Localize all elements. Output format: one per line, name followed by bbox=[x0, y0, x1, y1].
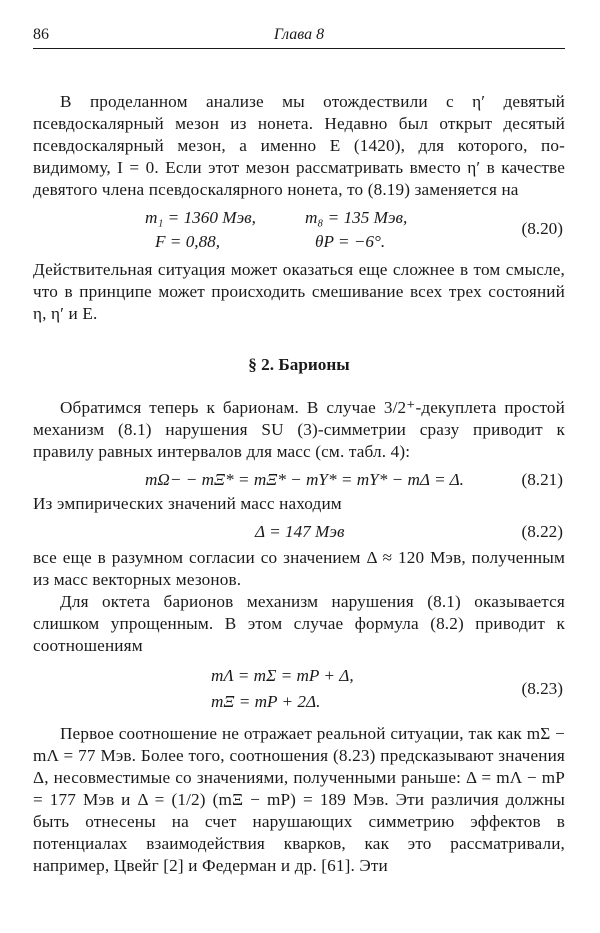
equation-8-20 bbox=[33, 205, 565, 255]
paragraph-1: В проделанном анализе мы отождествили с η′ девятый псевдоскалярный мезон из нонета. Недавно был открыт десятый псевдоскалярный мезон, а именно E (1420), для которого, по-видимому, I = 0. Если этот мезон рассматривать вместо η′ в качестве девятого члена псевдоскалярного нонета, то (8.19) заменяется на bbox=[33, 92, 565, 199]
chapter-title: Глава 8 bbox=[273, 26, 325, 43]
equation-8-21 bbox=[33, 467, 565, 493]
eq-8-22-number: (8.22) bbox=[521, 522, 563, 541]
eq-8-22-formula: Δ = 147 Мэв bbox=[255, 522, 345, 541]
eq-8-20-theta: θP = −6°. bbox=[315, 232, 386, 251]
page-number: 86 bbox=[33, 26, 49, 43]
equation-8-22 bbox=[33, 519, 565, 547]
eq-8-20-number: (8.20) bbox=[521, 219, 563, 238]
eq-8-20-m1: m₁ = 1360 Мэв, bbox=[145, 208, 256, 227]
eq-8-23-line2: mΞ = mP + 2Δ. bbox=[211, 692, 321, 711]
paragraph-5: все еще в разумном согласии со значением Δ ≈ 120 Мэв, полученным из масс векторных мезонов. bbox=[33, 548, 565, 589]
eq-8-20-m8: m₈ = 135 Мэв, bbox=[305, 208, 408, 227]
eq-8-23-number: (8.23) bbox=[521, 679, 563, 698]
paragraph-6: Для октета барионов механизм нарушения (8.1) оказывается слишком упрощенным. В этом случае формула (8.2) приводит к соотношениям bbox=[33, 592, 565, 655]
eq-8-21-number: (8.21) bbox=[521, 470, 563, 489]
eq-8-20-f: F = 0,88, bbox=[155, 232, 221, 251]
book-page bbox=[33, 24, 565, 877]
equation-8-23 bbox=[33, 663, 565, 717]
section-title: § 2. Барионы bbox=[248, 355, 350, 374]
paragraph-3: Обратимся теперь к барионам. В случае 3/2⁺-декуплета простой механизм (8.1) нарушения SU (3)-симметрии сразу приводит к правилу равных интервалов для масс (см. табл. 4): bbox=[33, 398, 565, 461]
eq-8-21-formula: mΩ− − mΞ* = mΞ* − mY* = mY* − mΔ = Δ. bbox=[145, 470, 464, 489]
paragraph-4: Из эмпирических значений масс находим bbox=[33, 494, 342, 513]
eq-8-23-line1: mΛ = mΣ = mP + Δ, bbox=[211, 666, 354, 685]
paragraph-7: Первое соотношение не отражает реальной ситуации, так как mΣ − mΛ = 77 Мэв. Более того, соотношения (8.23) предсказывают значения Δ, несовместимые со значениями, полученными раньше: Δ = mΛ − mP = 177 Мэв и Δ = (1/2) (mΞ − mP) = 189 Мэв. Эти различия должны быть отнесены на счет нарушающих симметрию эффектов в потенциалах взаимодействия кварков, как это рассматривали, например, Цвейг [2] и Федерман и др. [61]. Эти bbox=[33, 724, 565, 875]
paragraph-2: Действительная ситуация может оказаться еще сложнее в том смысле, что в принципе может происходить смешивание всех трех состояний η, η′ и E. bbox=[33, 260, 565, 323]
running-header bbox=[33, 24, 565, 49]
